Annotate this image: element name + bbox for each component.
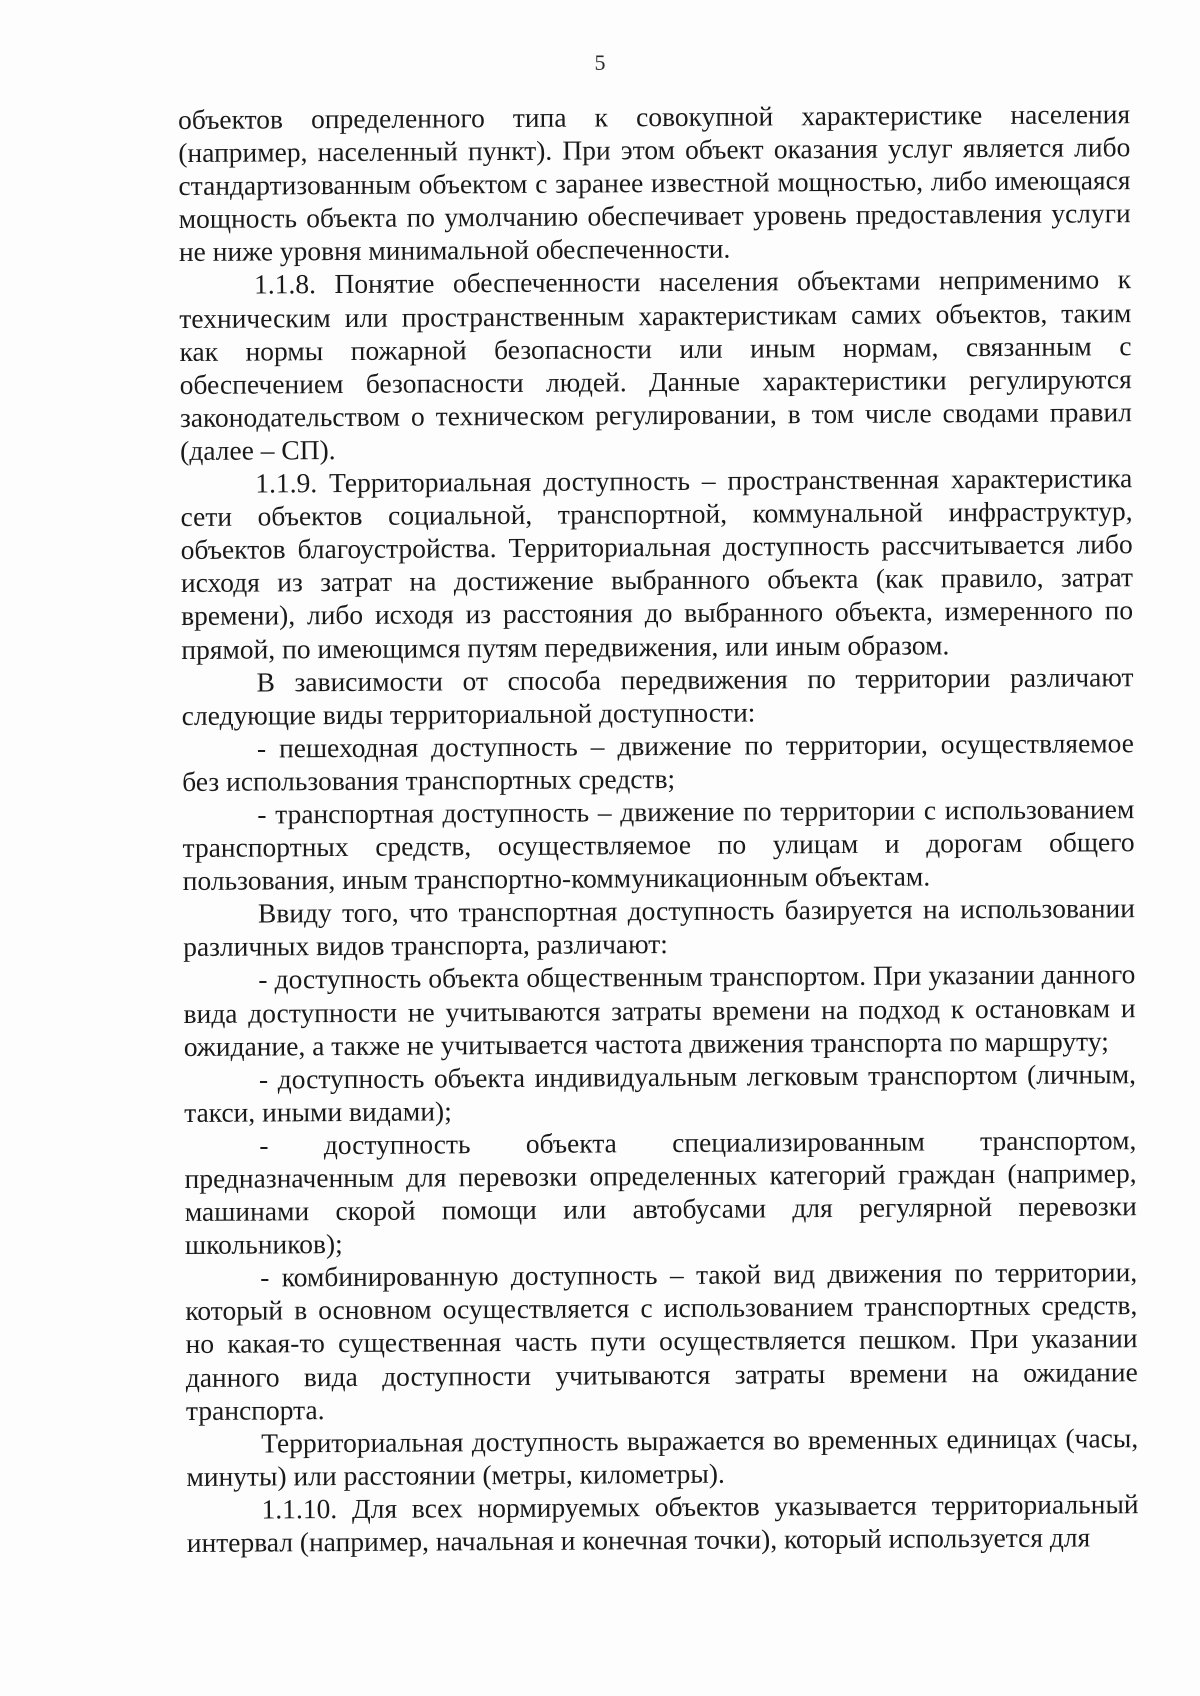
list-item-individual-transport: - доступность объекта индивидуальным легковым транспортом (личным, такси, иными видами); (184, 1057, 1137, 1128)
paragraph-continuation: объектов определенного типа к совокупной характеристике населения (например, населенный пункт). При этом объект оказания услуг является либо стандартизованным объектом с заранее известной мощностью, либо имеющаяся мощность объекта по умолчанию обеспечивает уровень предоставления услуги не ниже уровня минимальной обеспеченности. (178, 98, 1131, 268)
list-item-public-transport: - доступность объекта общественным транспортом. При указании данного вида доступности не учитываются затраты времени на подход к остановкам и ожидание, а также не учитывается частота движения транспорта по маршруту; (183, 958, 1136, 1062)
paragraph-1-1-10: 1.1.10. Для всех нормируемых объектов указывается территориальный интервал (например, начальная и конечная точки), который используется для (186, 1488, 1139, 1559)
paragraph-1-1-9: 1.1.9. Территориальная доступность – пространственная характеристика сети объектов социальной, транспортной, коммунальной инфраструктур, объектов благоустройства. Территориальная доступность рассчитывается либо исходя из затрат на достижение выбранного объекта (как правило, затрат времени), либо исходя из расстояния до выбранного объекта, измеренного по прямой, по имеющимся путям передвижения, или иным образом. (180, 462, 1134, 665)
list-item-pedestrian: - пешеходная доступность – движение по территории, осуществляемое без использования транспортных средств; (182, 726, 1135, 797)
list-item-combined: - комбинированную доступность – такой вид движения по территории, который в основном осуществляется с использованием транспортных средств, но какая-то существенная часть пути осуществляется пешком. При указании данного вида доступности учитываются затраты времени на ожидание транспорта. (185, 1256, 1138, 1426)
list-item-transport: - транспортная доступность – движение по территории с использованием транспортных средств, осуществляемое по улицам и дорогам общего пользования, иным транспортно-коммуникационным объектам. (182, 793, 1135, 897)
page-number: 5 (594, 50, 606, 75)
paragraph-units: Территориальная доступность выражается во временных единицах (часы, минуты) или расстоянии (метры, километры). (186, 1421, 1139, 1492)
body-text (178, 97, 1139, 1559)
paragraph-access-types-intro: В зависимости от способа передвижения по территории различают следующие виды территориальной доступности: (181, 660, 1134, 731)
paragraph-1-1-8: 1.1.8. Понятие обеспеченности населения объектами неприменимо к техническим или пространственным характеристикам самих объектов, таким как нормы пожарной безопасности или иным нормам, связанным с обеспечением безопасности людей. Данные характеристики регулируются законодательством о техническом регулировании, в том числе сводами правил (далее – СП). (179, 263, 1132, 466)
paragraph-transport-types-intro: Ввиду того, что транспортная доступность базируется на использовании различных видов транспорта, различают: (183, 892, 1136, 963)
list-item-specialized-transport: - доступность объекта специализированным транспортом, предназначенным для перевозки определенных категорий граждан (например, машинами скорой помощи или автобусами для регулярной перевозки школьников); (184, 1124, 1137, 1261)
